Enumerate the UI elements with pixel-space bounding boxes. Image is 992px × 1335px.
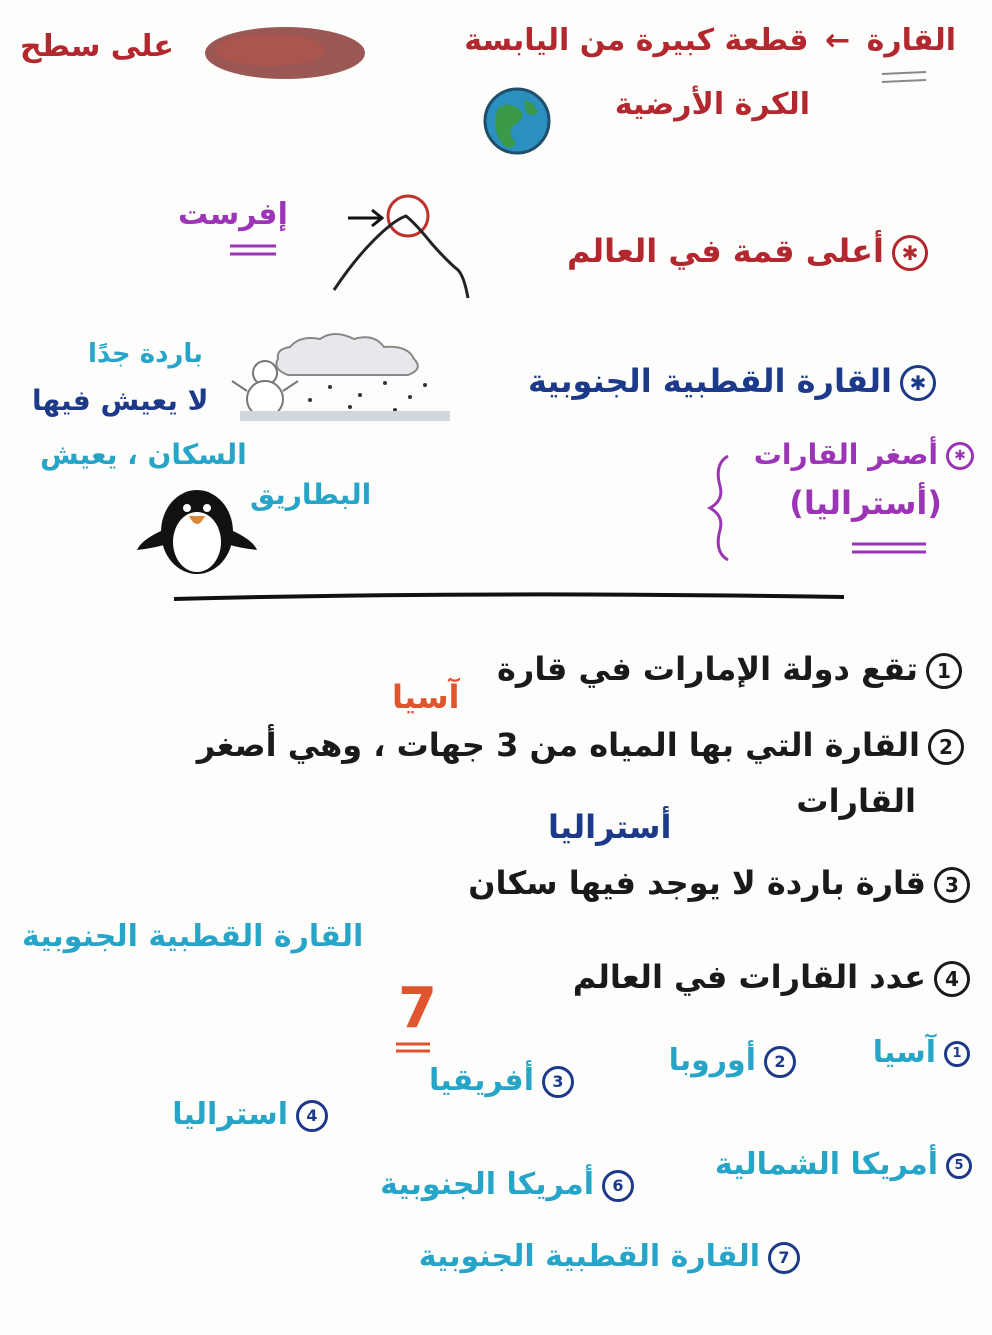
continent-number: 7: [768, 1242, 800, 1274]
penguins-note: البطاريق: [250, 478, 372, 511]
continent-name: أمريكا الشمالية: [714, 1147, 938, 1182]
smallest-label: أصغر القارات: [753, 438, 938, 471]
continent-number: 5: [946, 1153, 972, 1179]
continent-item: [715, 1148, 972, 1181]
smallest-name: (أستراليا): [789, 484, 942, 522]
question-4: [573, 960, 970, 997]
peak-label: أعلى قمة في العالم: [567, 232, 884, 270]
question-2-cont: القارات: [796, 782, 916, 820]
question-number: 2: [928, 729, 964, 765]
question-2: [197, 728, 964, 765]
question-number: 3: [934, 867, 970, 903]
continent-number: 2: [764, 1046, 796, 1078]
question-text: القارة التي بها المياه من 3 جهات ، وهي أصغر: [196, 726, 920, 764]
definition-text1: قطعة كبيرة من اليابسة: [464, 23, 809, 58]
snow-scene-icon: [210, 325, 465, 425]
term-text: القارة: [866, 23, 956, 58]
definition-text3: الكرة الأرضية: [614, 87, 810, 122]
continent-number: 1: [944, 1041, 970, 1067]
continent-number: 6: [602, 1170, 634, 1202]
question-text: قارة باردة لا يوجد فيها سكان: [468, 864, 926, 902]
penguin-icon: [135, 470, 265, 580]
mountain-icon: [330, 190, 475, 305]
continent-name: أفريقيا: [429, 1063, 534, 1098]
continent-number: 4: [296, 1100, 328, 1132]
antarctica-label: القارة القطبية الجنوبية: [528, 362, 892, 400]
no-living-note: لا يعيش فيها: [32, 384, 209, 417]
continent-item: [669, 1044, 796, 1078]
peak-underline: [228, 240, 278, 260]
question-3: [468, 866, 970, 903]
definition-term: [464, 24, 956, 57]
continent-item: [429, 1064, 574, 1098]
star-bullet-icon: ✱: [946, 442, 974, 470]
peak-name: إفرست: [178, 197, 288, 232]
arrow-icon: ←: [825, 23, 851, 58]
smallest-underline: [850, 538, 930, 560]
answer-1: آسيا: [392, 678, 460, 716]
question-number: 1: [926, 653, 962, 689]
question-text: تقع دولة الإمارات في قارة: [497, 650, 918, 688]
answer-2: أستراليا: [548, 808, 672, 846]
continent-name: القارة القطبية الجنوبية: [418, 1239, 760, 1274]
continent-name: آسيا: [872, 1035, 936, 1070]
peak-label-row: [567, 234, 928, 271]
definition-text2: على سطح: [20, 29, 174, 64]
star-bullet-icon: ✱: [892, 235, 928, 271]
question-1: [497, 652, 962, 689]
question-text: عدد القارات في العالم: [572, 958, 926, 996]
continent-item: [419, 1240, 800, 1274]
answer-4: 7: [398, 976, 437, 1041]
continent-item: [172, 1098, 328, 1132]
continent-name: أمريكا الجنوبية: [380, 1167, 594, 1202]
answer-4-underline: [394, 1040, 434, 1056]
continent-item: [873, 1036, 970, 1069]
answer-3: القارة القطبية الجنوبية: [22, 919, 364, 954]
smallest-label-row: [754, 440, 974, 471]
continent-name: أوروبا: [668, 1043, 756, 1078]
brace-icon: [700, 450, 740, 565]
cold-note: باردة جدًا: [88, 339, 203, 369]
residents-note: السكان ، يعيش: [40, 438, 247, 471]
earth-icon: [478, 86, 556, 156]
double-underline: [880, 68, 930, 90]
scribble-blob: [200, 22, 370, 84]
continent-item: [380, 1168, 634, 1202]
antarctica-label-row: [528, 364, 936, 401]
continent-number: 3: [542, 1066, 574, 1098]
section-divider: [170, 585, 850, 605]
question-number: 4: [934, 961, 970, 997]
star-bullet-icon: ✱: [900, 365, 936, 401]
continent-name: استراليا: [172, 1097, 288, 1132]
